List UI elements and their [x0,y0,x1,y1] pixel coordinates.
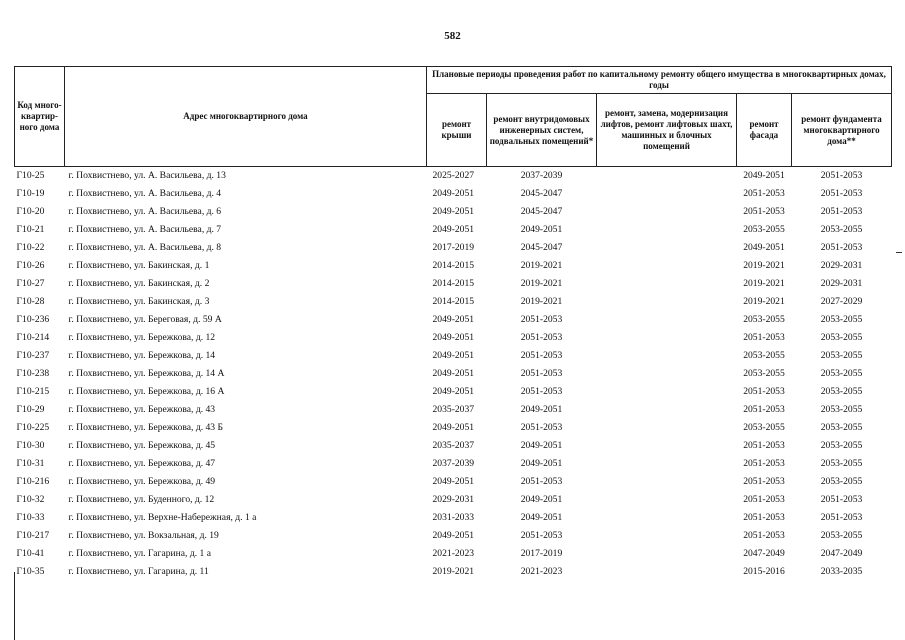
table-row [15,347,892,365]
cell-lifts [597,383,737,401]
cell-code: Г10-30 [16,440,45,451]
cell-engineering: 2051-2053 [520,476,563,487]
cell-engineering: 2019-2021 [520,278,563,289]
cell-roof: 2014-2015 [432,260,475,271]
cell-facade: 2051-2053 [743,530,785,541]
table-row [15,383,892,401]
cell-code: Г10-225 [16,422,50,433]
cell-roof: 2049-2051 [432,188,475,199]
cell-code: Г10-237 [16,350,50,361]
cell-roof: 2021-2023 [432,548,475,559]
cell-code: Г10-29 [16,404,45,415]
cell-foundation: 2053-2055 [820,458,863,469]
cell-code: Г10-31 [16,458,45,469]
table-body [15,167,892,582]
table-row [15,365,892,383]
cell-roof: 2049-2051 [432,386,475,397]
cell-engineering: 2051-2053 [520,350,563,361]
cell-engineering: 2049-2051 [520,512,563,523]
cell-facade: 2051-2053 [743,458,785,469]
table-row [15,167,892,186]
cell-code: Г10-41 [16,548,45,559]
cell-address: г. Похвистнево, ул. А. Васильева, д. 6 [68,206,222,217]
cell-lifts [597,329,737,347]
cell-facade: 2051-2053 [743,206,785,217]
cell-engineering: 2051-2053 [520,530,563,541]
table-row [15,239,892,257]
cell-facade: 2051-2053 [743,512,785,523]
cell-facade: 2015-2016 [743,566,785,577]
table-row [15,437,892,455]
cell-roof: 2049-2051 [432,368,475,379]
cell-foundation: 2051-2053 [820,494,863,505]
cell-code: Г10-238 [16,368,50,379]
cell-code: Г10-22 [16,242,45,253]
table-row [15,329,892,347]
table-row [15,257,892,275]
cell-code: Г10-28 [16,296,45,307]
cell-address: г. Похвистнево, ул. Вокзальная, д. 19 [68,530,219,541]
table-row [15,527,892,545]
cell-lifts [597,167,737,186]
header-engineering: ремонт внутридомовых инженерных систем, подвальных помещений* [487,94,597,167]
table-row [15,221,892,239]
cell-foundation: 2053-2055 [820,440,863,451]
cell-foundation: 2051-2053 [820,206,863,217]
cell-engineering: 2049-2051 [520,404,563,415]
table-row [15,275,892,293]
header-code: Код много-квартир-ного дома [15,67,65,167]
cell-code: Г10-19 [16,188,45,199]
cell-facade: 2049-2051 [743,170,785,181]
cell-engineering: 2017-2019 [520,548,563,559]
cell-facade: 2019-2021 [743,260,785,271]
cell-facade: 2051-2053 [743,386,785,397]
cell-engineering: 2045-2047 [520,206,563,217]
cell-lifts [597,365,737,383]
cell-roof: 2049-2051 [432,224,475,235]
cell-roof: 2049-2051 [432,332,475,343]
cell-lifts [597,527,737,545]
cell-address: г. Похвистнево, ул. Бережкова, д. 14 А [68,368,225,379]
cell-engineering: 2021-2023 [520,566,563,577]
cell-facade: 2019-2021 [743,278,785,289]
cell-engineering: 2049-2051 [520,440,563,451]
cell-engineering: 2045-2047 [520,242,563,253]
cell-roof: 2037-2039 [432,458,475,469]
table-row [15,311,892,329]
cell-foundation: 2053-2055 [820,476,863,487]
cell-code: Г10-21 [16,224,45,235]
cell-code: Г10-33 [16,512,45,523]
cell-lifts [597,185,737,203]
cell-roof: 2049-2051 [432,206,475,217]
cell-facade: 2019-2021 [743,296,785,307]
cell-foundation: 2053-2055 [820,386,863,397]
cell-lifts [597,419,737,437]
cell-address: г. Похвистнево, ул. Бережкова, д. 14 [68,350,216,361]
table-row [15,203,892,221]
cell-engineering: 2049-2051 [520,494,563,505]
cell-foundation: 2051-2053 [820,170,863,181]
cell-lifts [597,455,737,473]
cell-address: г. Похвистнево, ул. А. Васильева, д. 13 [68,170,226,181]
cell-address: г. Похвистнево, ул. Бережкова, д. 16 А [68,386,225,397]
cell-foundation: 2053-2055 [820,350,863,361]
cell-address: г. Похвистнево, ул. Бережкова, д. 12 [68,332,216,343]
cell-roof: 2049-2051 [432,350,475,361]
table-row [15,401,892,419]
cell-address: г. Похвистнево, ул. А. Васильева, д. 4 [68,188,222,199]
repair-schedule-table [14,66,892,581]
cell-facade: 2053-2055 [743,368,785,379]
table-row [15,185,892,203]
cell-roof: 2031-2033 [432,512,475,523]
cell-address: г. Похвистнево, ул. Бакинская, д. 1 [68,260,210,271]
cell-engineering: 2037-2039 [520,170,563,181]
cell-foundation: 2053-2055 [820,404,863,415]
cell-code: Г10-32 [16,494,45,505]
cell-roof: 2025-2027 [432,170,475,181]
cell-engineering: 2051-2053 [520,422,563,433]
cell-engineering: 2049-2051 [520,224,563,235]
cell-address: г. Похвистнево, ул. Гагарина, д. 1 а [68,548,211,559]
cell-foundation: 2051-2053 [820,188,863,199]
cell-roof: 2049-2051 [432,422,475,433]
cell-facade: 2051-2053 [743,332,785,343]
cell-foundation: 2053-2055 [820,224,863,235]
cell-lifts [597,257,737,275]
cell-code: Г10-35 [16,566,45,577]
cell-facade: 2051-2053 [743,404,785,415]
cell-roof: 2017-2019 [432,242,475,253]
cell-lifts [597,347,737,365]
cell-roof: 2014-2015 [432,296,475,307]
cell-code: Г10-215 [16,386,50,397]
table-row [15,563,892,581]
cell-roof: 2029-2031 [432,494,475,505]
cell-foundation: 2053-2055 [820,368,863,379]
cell-address: г. Похвистнево, ул. Верхне-Набережная, д. 1 а [68,512,257,523]
cell-facade: 2051-2053 [743,188,785,199]
cell-address: г. Похвистнево, ул. Гагарина, д. 11 [68,566,209,577]
cell-roof: 2014-2015 [432,278,475,289]
cell-engineering: 2051-2053 [520,386,563,397]
cell-code: Г10-214 [16,332,50,343]
cell-address: г. Похвистнево, ул. Бережкова, д. 43 [68,404,216,415]
cell-address: г. Похвистнево, ул. Бакинская, д. 3 [68,296,210,307]
cell-lifts [597,275,737,293]
cell-foundation: 2051-2053 [820,512,863,523]
cell-lifts [597,473,737,491]
header-address: Адрес многоквартирного дома [65,67,427,167]
cell-code: Г10-236 [16,314,50,325]
cell-address: г. Похвистнево, ул. Бакинская, д. 2 [68,278,210,289]
cell-address: г. Похвистнево, ул. Бережкова, д. 47 [68,458,216,469]
cell-roof: 2019-2021 [432,566,475,577]
cell-address: г. Похвистнево, ул. Береговая, д. 59 А [68,314,222,325]
cell-foundation: 2053-2055 [820,332,863,343]
cell-facade: 2053-2055 [743,350,785,361]
cell-foundation: 2053-2055 [820,422,863,433]
cell-foundation: 2029-2031 [820,260,863,271]
cell-facade: 2051-2053 [743,494,785,505]
table-row [15,293,892,311]
table-row [15,509,892,527]
cell-code: Г10-27 [16,278,45,289]
cell-lifts [597,509,737,527]
margin-dash-mark [896,252,902,253]
cell-address: г. Похвистнево, ул. А. Васильева, д. 7 [68,224,222,235]
header-facade: ремонт фасада [737,94,792,167]
header-roof: ремонт крыши [427,94,487,167]
cell-lifts [597,545,737,563]
cell-foundation: 2047-2049 [820,548,863,559]
cell-engineering: 2019-2021 [520,296,563,307]
page-number: 582 [444,30,461,42]
table-row [15,473,892,491]
cell-code: Г10-217 [16,530,50,541]
cell-lifts [597,491,737,509]
cell-facade: 2049-2051 [743,242,785,253]
cell-lifts [597,437,737,455]
cell-roof: 2049-2051 [432,314,475,325]
cell-engineering: 2051-2053 [520,314,563,325]
cell-roof: 2049-2051 [432,476,475,487]
cell-code: Г10-216 [16,476,50,487]
cell-foundation: 2029-2031 [820,278,863,289]
cell-engineering: 2051-2053 [520,368,563,379]
cell-engineering: 2049-2051 [520,458,563,469]
header-lifts: ремонт, замена, модернизация лифтов, ремонт лифтовых шахт, машинных и блочных помещений [597,94,737,167]
table-row [15,491,892,509]
cell-facade: 2053-2055 [743,224,785,235]
repair-schedule-table-wrap [14,66,891,581]
cell-address: г. Похвистнево, ул. Бережкова, д. 45 [68,440,216,451]
cell-code: Г10-20 [16,206,45,217]
cell-address: г. Похвистнево, ул. Бережкова, д. 49 [68,476,216,487]
header-foundation: ремонт фундамента многоквартирного дома** [792,94,892,167]
cell-foundation: 2053-2055 [820,314,863,325]
cell-roof: 2035-2037 [432,404,475,415]
table-header [15,67,892,167]
cell-address: г. Похвистнево, ул. Бережкова, д. 43 Б [68,422,224,433]
cell-facade: 2047-2049 [743,548,785,559]
cell-lifts [597,239,737,257]
table-left-border-line [14,572,15,640]
cell-roof: 2049-2051 [432,530,475,541]
table-row [15,419,892,437]
cell-lifts [597,401,737,419]
cell-code: Г10-26 [16,260,45,271]
cell-engineering: 2051-2053 [520,332,563,343]
cell-lifts [597,203,737,221]
header-periods-group: Плановые периоды проведения работ по капитальному ремонту общего имущества в многоквартирных домах, годы [427,67,892,94]
cell-foundation: 2027-2029 [820,296,863,307]
cell-lifts [597,221,737,239]
table-row [15,545,892,563]
cell-foundation: 2053-2055 [820,530,863,541]
cell-lifts [597,293,737,311]
cell-facade: 2053-2055 [743,314,785,325]
cell-lifts [597,563,737,581]
cell-foundation: 2033-2035 [820,566,863,577]
cell-lifts [597,311,737,329]
cell-engineering: 2045-2047 [520,188,563,199]
cell-code: Г10-25 [16,170,45,181]
cell-foundation: 2051-2053 [820,242,863,253]
cell-address: г. Похвистнево, ул. А. Васильева, д. 8 [68,242,222,253]
table-row [15,455,892,473]
cell-engineering: 2019-2021 [520,260,563,271]
cell-facade: 2053-2055 [743,422,785,433]
cell-facade: 2051-2053 [743,476,785,487]
cell-roof: 2035-2037 [432,440,475,451]
cell-address: г. Похвистнево, ул. Буденного, д. 12 [68,494,215,505]
cell-facade: 2051-2053 [743,440,785,451]
